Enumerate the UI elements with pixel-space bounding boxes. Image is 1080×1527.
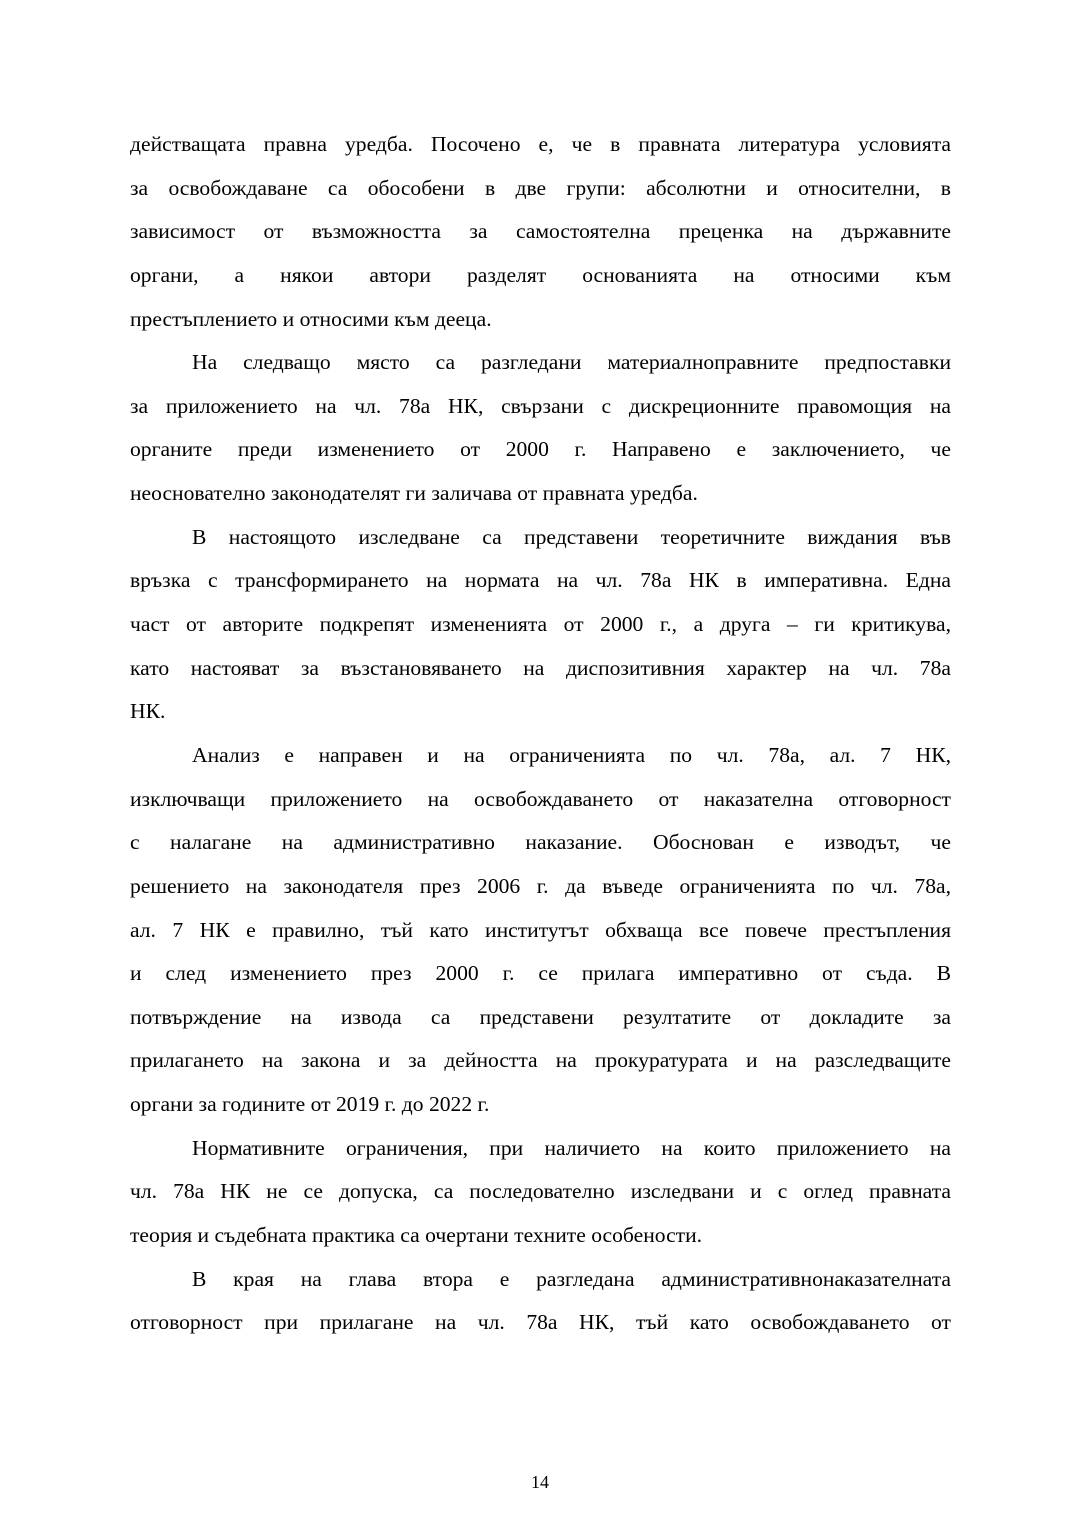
- text-line: В края на глава втора е разгледана административнонаказателната: [192, 1266, 951, 1291]
- text-line: Анализ е направен и на ограниченията по чл. 78а, ал. 7 НК,: [192, 742, 951, 767]
- text-line: органите преди изменението от 2000 г. Направено е заключението, че: [130, 437, 951, 462]
- text-line: чл. 78а НК не се допуска, са последователно изследвани и с оглед правната: [130, 1179, 951, 1204]
- text-line: потвърждение на извода са представени резултатите от докладите за: [130, 1004, 951, 1029]
- paragraph: [130, 1127, 951, 1258]
- text-line: с налагане на административно наказание. Обоснован е изводът, че: [130, 830, 951, 855]
- page-number: 14: [531, 1472, 549, 1492]
- text-line: В настоящото изследване са представени теоретичните виждания във: [192, 524, 951, 549]
- text-line: отговорност при прилагане на чл. 78а НК, тъй като освобождаването от: [130, 1310, 951, 1335]
- text-line: решението на законодателя през 2006 г. да въведе ограниченията по чл. 78а,: [130, 873, 951, 898]
- paragraph: [130, 341, 951, 516]
- paragraph: [130, 516, 951, 734]
- text-line: На следващо място са разгледани материалноправните предпоставки: [192, 350, 951, 375]
- text-line: НК.: [130, 699, 166, 724]
- text-line: престъплението и относими към дееца.: [130, 306, 492, 331]
- text-line: Нормативните ограничения, при наличието на които приложението на: [192, 1135, 951, 1160]
- text-line: прилагането на закона и за дейността на прокуратурата и на разследващите: [130, 1048, 951, 1073]
- text-line: действащата правна уредба. Посочено е, че в правната литература условията: [130, 132, 951, 156]
- text-line: ал. 7 НК е правилно, тъй като институтът обхваща все повече престъпления: [130, 917, 951, 942]
- text-line: част от авторите подкрепят измененията от 2000 г., а друга – ги критикува,: [130, 612, 951, 637]
- paragraph: [130, 734, 951, 1127]
- text-line: органи за годините от 2019 г. до 2022 г.: [130, 1092, 490, 1117]
- text-line: за освобождаване са обособени в две групи: абсолютни и относителни, в: [130, 175, 951, 200]
- paragraph: [130, 1258, 951, 1345]
- text-line: органи, а някои автори разделят основанията на относими към: [130, 262, 951, 287]
- text-line: за приложението на чл. 78а НК, свързани с дискреционните правомощия на: [130, 393, 951, 418]
- text-line: изключващи приложението на освобождаването от наказателна отговорност: [130, 786, 951, 811]
- text-line: като настояват за възстановяването на диспозитивния характер на чл. 78а: [130, 655, 951, 680]
- body-text: [130, 123, 951, 1345]
- paragraph: [130, 123, 951, 341]
- text-line: зависимост от възможността за самостоятелна преценка на държавните: [130, 219, 951, 244]
- text-line: неоснователно законодателят ги заличава от правната уредба.: [130, 481, 698, 506]
- text-line: теория и съдебната практика са очертани техните особености.: [130, 1223, 703, 1248]
- text-line: и след изменението през 2000 г. се прилага императивно от съда. В: [130, 961, 951, 986]
- text-line: връзка с трансформирането на нормата на чл. 78а НК в императивна. Една: [130, 568, 951, 593]
